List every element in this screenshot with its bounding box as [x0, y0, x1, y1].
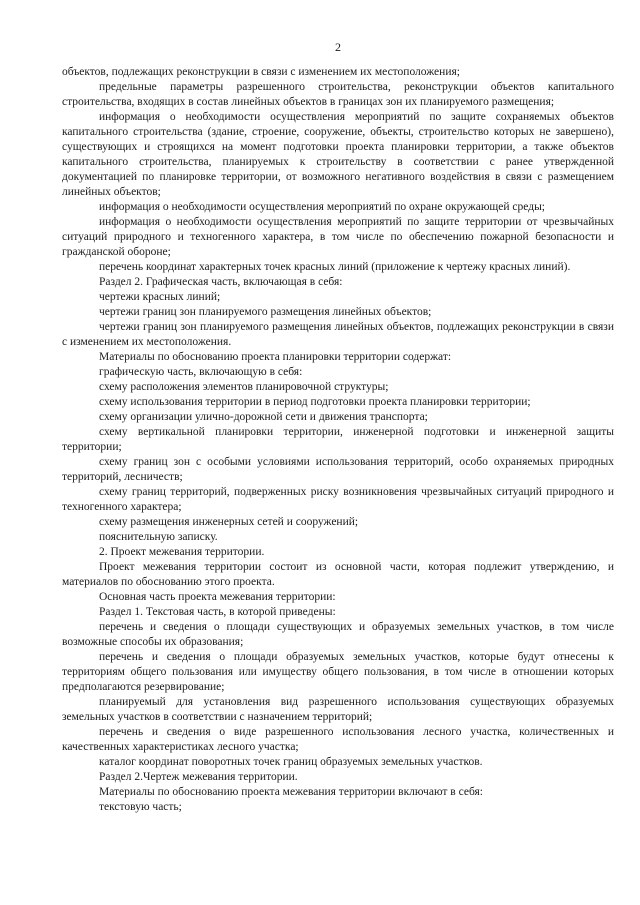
page-number: 2: [335, 40, 341, 54]
paragraph: чертежи красных линий;: [99, 291, 221, 303]
paragraph: каталог координат поворотных точек границ образуемых земельных участков.: [99, 756, 483, 768]
paragraph: планируемый для установления вид разрешенного использования существующих образуемых земельных участков в соответствии с назначением территорий;: [62, 696, 614, 723]
paragraph: перечень и сведения о площади существующих и образуемых земельных участков, в том числе возможные способы их образования;: [62, 621, 614, 648]
paragraph: чертежи границ зон планируемого размещения линейных объектов;: [99, 306, 432, 318]
paragraph: текстовую часть;: [99, 801, 182, 813]
paragraph: информация о необходимости осуществления мероприятий по защите территории от чрезвычайных ситуаций природного и техногенного характера, в том числе по обеспечению пожарной безопасности и гражданской обороне;: [62, 216, 614, 258]
paragraph: схему использования территории в период подготовки проекта планировки территории;: [99, 396, 531, 408]
paragraph: перечень и сведения о площади образуемых земельных участков, которые будут отнесены к территориям общего пользования или имуществу общего пользования, в том числе в отношении которых предполагаются резервирование;: [62, 651, 614, 693]
paragraph: Основная часть проекта межевания территории:: [99, 591, 336, 603]
paragraph: чертежи границ зон планируемого размещения линейных объектов, подлежащих реконструкции в связи с изменением их местоположения.: [62, 321, 614, 348]
paragraph: схему расположения элементов планировочной структуры;: [99, 381, 389, 393]
paragraph: Раздел 2. Графическая часть, включающая в себя:: [99, 276, 343, 288]
paragraph: информация о необходимости осуществления мероприятий по охране окружающей среды;: [99, 201, 545, 213]
paragraph: схему организации улично-дорожной сети и движения транспорта;: [99, 411, 428, 423]
paragraph: схему размещения инженерных сетей и сооружений;: [99, 516, 359, 528]
paragraph: графическую часть, включающую в себя:: [99, 366, 303, 378]
paragraph: предельные параметры разрешенного строительства, реконструкции объектов капитального строительства, входящих в состав линейных объектов в границах зон их планируемого размещения;: [62, 81, 614, 108]
paragraph: перечень и сведения о виде разрешенного использования лесного участка, количественных и качественных характеристиках лесного участка;: [62, 726, 614, 753]
paragraph: Раздел 1. Текстовая часть, в которой приведены:: [99, 606, 336, 618]
paragraph: схему границ зон с особыми условиями использования территорий, особо охраняемых природных территорий, лесничеств;: [62, 456, 614, 483]
paragraph: схему вертикальной планировки территории, инженерной подготовки и инженерной защиты территории;: [62, 426, 614, 453]
paragraph: перечень координат характерных точек красных линий (приложение к чертежу красных линий).: [99, 261, 571, 273]
paragraph: пояснительную записку.: [99, 531, 218, 543]
paragraph: информация о необходимости осуществления мероприятий по защите сохраняемых объектов капитального строительства (здание, строение, сооружение, объекты, строительство которых не завершено), существующих и строящихся на момент подготовки проекта планировки территории, а также объектов капитального строительства, планируемых к строительству в соответствии с ранее утвержденной документацией по планировке территории, от возможного негативного воздействия в связи с размещением линейных объектов;: [62, 111, 614, 198]
paragraph: объектов, подлежащих реконструкции в связи с изменением их местоположения;: [62, 66, 460, 78]
paragraph: схему границ территорий, подверженных риску возникновения чрезвычайных ситуаций природного и техногенного характера;: [62, 486, 614, 513]
paragraph: Материалы по обоснованию проекта планировки территории содержат:: [99, 351, 452, 363]
paragraph: 2. Проект межевания территории.: [99, 546, 265, 558]
paragraph: Раздел 2.Чертеж межевания территории.: [99, 771, 298, 783]
paragraph: Проект межевания территории состоит из основной части, которая подлежит утверждению, и материалов по обоснованию этого проекта.: [62, 561, 614, 588]
document-body: [62, 65, 614, 815]
paragraph: Материалы по обоснованию проекта межевания территории включают в себя:: [99, 786, 483, 798]
